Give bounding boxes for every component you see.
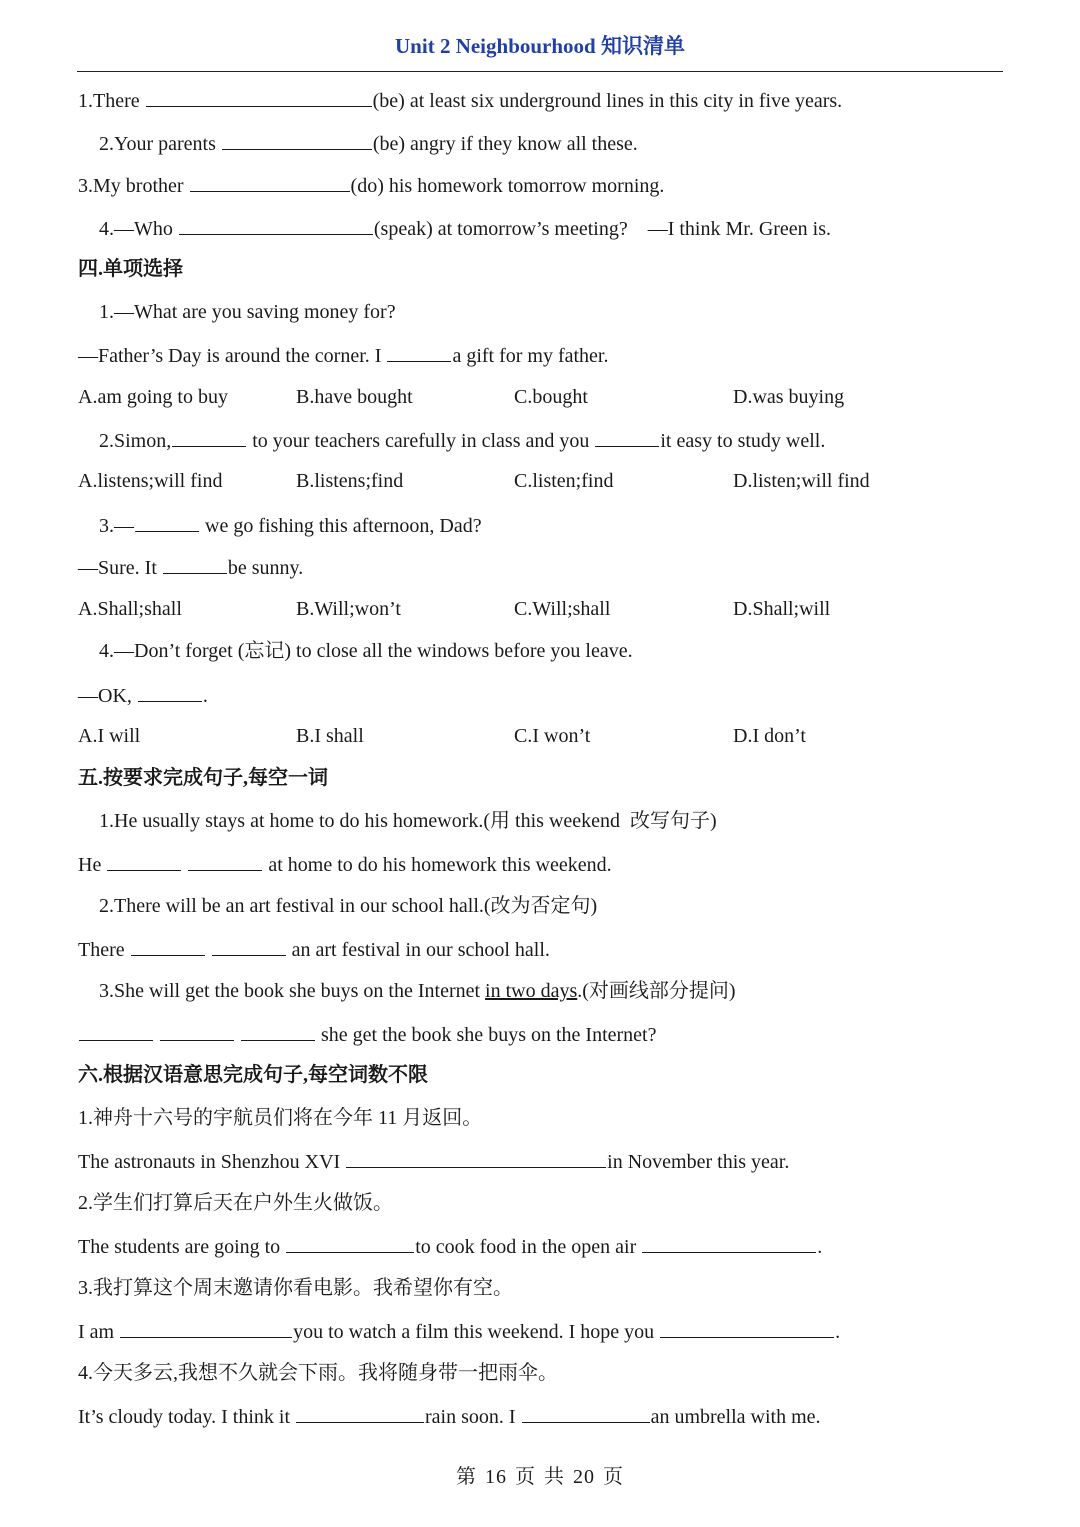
section-title-5: 五.按要求完成句子,每空一词: [78, 767, 328, 789]
part6-q1-english: The astronauts in Shenzhou XVI in November this year.: [78, 1147, 789, 1175]
part4-q4-stem: 4.—Don’t forget (忘记) to close all the windows before you leave.: [99, 640, 633, 662]
answer-blank[interactable]: [660, 1317, 834, 1338]
option-a[interactable]: A.listens;will find: [78, 470, 223, 492]
section-title-6: 六.根据汉语意思完成句子,每空词数不限: [78, 1064, 428, 1086]
option-d[interactable]: D.I don’t: [733, 725, 806, 747]
answer-blank[interactable]: [346, 1147, 606, 1168]
answer-blank[interactable]: [222, 129, 372, 150]
answer-blank[interactable]: [160, 1020, 234, 1041]
part5-q3-line2: she get the book she buys on the Internet?: [78, 1020, 656, 1048]
answer-blank[interactable]: [522, 1402, 650, 1423]
section-title-4: 四.单项选择: [78, 258, 183, 280]
option-b[interactable]: B.I shall: [296, 725, 364, 747]
answer-blank[interactable]: [296, 1402, 424, 1423]
part3-q4: 4.—Who (speak) at tomorrow’s meeting? —I think Mr. Green is.: [99, 214, 831, 242]
option-a[interactable]: A.am going to buy: [78, 386, 228, 408]
page-footer: 第 16 页 共 20 页: [456, 1466, 624, 1488]
part4-q2-stem: 2.Simon, to your teachers carefully in class and you it easy to study well.: [99, 426, 825, 454]
part6-q4-english: It’s cloudy today. I think it rain soon. I an umbrella with me.: [78, 1402, 821, 1430]
option-d[interactable]: D.was buying: [733, 386, 845, 408]
answer-blank[interactable]: [79, 1020, 153, 1041]
part5-q3-stem: 3.She will get the book she buys on the Internet in two days.(对画线部分提问): [99, 980, 736, 1002]
answer-blank[interactable]: [172, 426, 246, 447]
option-c[interactable]: C.Will;shall: [514, 598, 611, 620]
page-number: 16: [485, 1466, 507, 1488]
answer-blank[interactable]: [131, 935, 205, 956]
part6-q3-english: I am you to watch a film this weekend. I hope you .: [78, 1317, 840, 1345]
part4-q3-line2: —Sure. It be sunny.: [78, 553, 303, 581]
part5-q1-stem: 1.He usually stays at home to do his homework.(用 this weekend 改写句子): [99, 810, 717, 832]
part6-q2-chinese: 2.学生们打算后天在户外生火做饭。: [78, 1192, 393, 1214]
option-d[interactable]: D.Shall;will: [733, 598, 831, 620]
total-pages: 20: [573, 1466, 595, 1488]
answer-blank[interactable]: [286, 1232, 414, 1253]
answer-blank[interactable]: [642, 1232, 816, 1253]
underlined-phrase: in two days: [485, 980, 578, 1002]
answer-blank[interactable]: [135, 511, 199, 532]
answer-blank[interactable]: [212, 935, 286, 956]
part6-q2-english: The students are going to to cook food in the open air .: [78, 1232, 822, 1260]
part3-q3: 3.My brother (do) his homework tomorrow morning.: [78, 171, 664, 199]
part6-q3-chinese: 3.我打算这个周末邀请你看电影。我希望你有空。: [78, 1277, 513, 1299]
answer-blank[interactable]: [163, 553, 227, 574]
page-header-title: Unit 2 Neighbourhood 知识清单: [395, 34, 685, 58]
option-b[interactable]: B.have bought: [296, 386, 413, 408]
part5-q2-line2: There an art festival in our school hall.: [78, 935, 550, 963]
part5-q2-stem: 2.There will be an art festival in our school hall.(改为否定句): [99, 895, 598, 917]
option-a[interactable]: A.I will: [78, 725, 141, 747]
option-b[interactable]: B.listens;find: [296, 470, 404, 492]
answer-blank[interactable]: [138, 681, 202, 702]
answer-blank[interactable]: [179, 214, 373, 235]
part6-q1-chinese: 1.神舟十六号的宇航员们将在今年 11 月返回。: [78, 1107, 483, 1129]
part4-q1-line2: —Father’s Day is around the corner. I a gift for my father.: [78, 341, 609, 369]
answer-blank[interactable]: [188, 850, 262, 871]
part6-q4-chinese: 4.今天多云,我想不久就会下雨。我将随身带一把雨伞。: [78, 1362, 558, 1384]
part3-q1: 1.There (be) at least six underground lines in this city in five years.: [78, 86, 842, 114]
part3-q2: 2.Your parents (be) angry if they know all these.: [99, 129, 638, 157]
answer-blank[interactable]: [146, 86, 372, 107]
option-d[interactable]: D.listen;will find: [733, 470, 870, 492]
option-c[interactable]: C.bought: [514, 386, 588, 408]
answer-blank[interactable]: [387, 341, 451, 362]
answer-blank[interactable]: [120, 1317, 292, 1338]
answer-blank[interactable]: [595, 426, 659, 447]
part5-q1-line2: He at home to do his homework this weekend.: [78, 850, 612, 878]
option-b[interactable]: B.Will;won’t: [296, 598, 401, 620]
answer-blank[interactable]: [190, 171, 350, 192]
header-rule: [77, 71, 1003, 72]
option-a[interactable]: A.Shall;shall: [78, 598, 182, 620]
part4-q1-stem: 1.—What are you saving money for?: [99, 301, 396, 323]
part4-q4-line2: —OK, .: [78, 681, 208, 709]
answer-blank[interactable]: [107, 850, 181, 871]
option-c[interactable]: C.listen;find: [514, 470, 614, 492]
answer-blank[interactable]: [241, 1020, 315, 1041]
option-c[interactable]: C.I won’t: [514, 725, 591, 747]
part4-q3-stem: 3.— we go fishing this afternoon, Dad?: [99, 511, 482, 539]
